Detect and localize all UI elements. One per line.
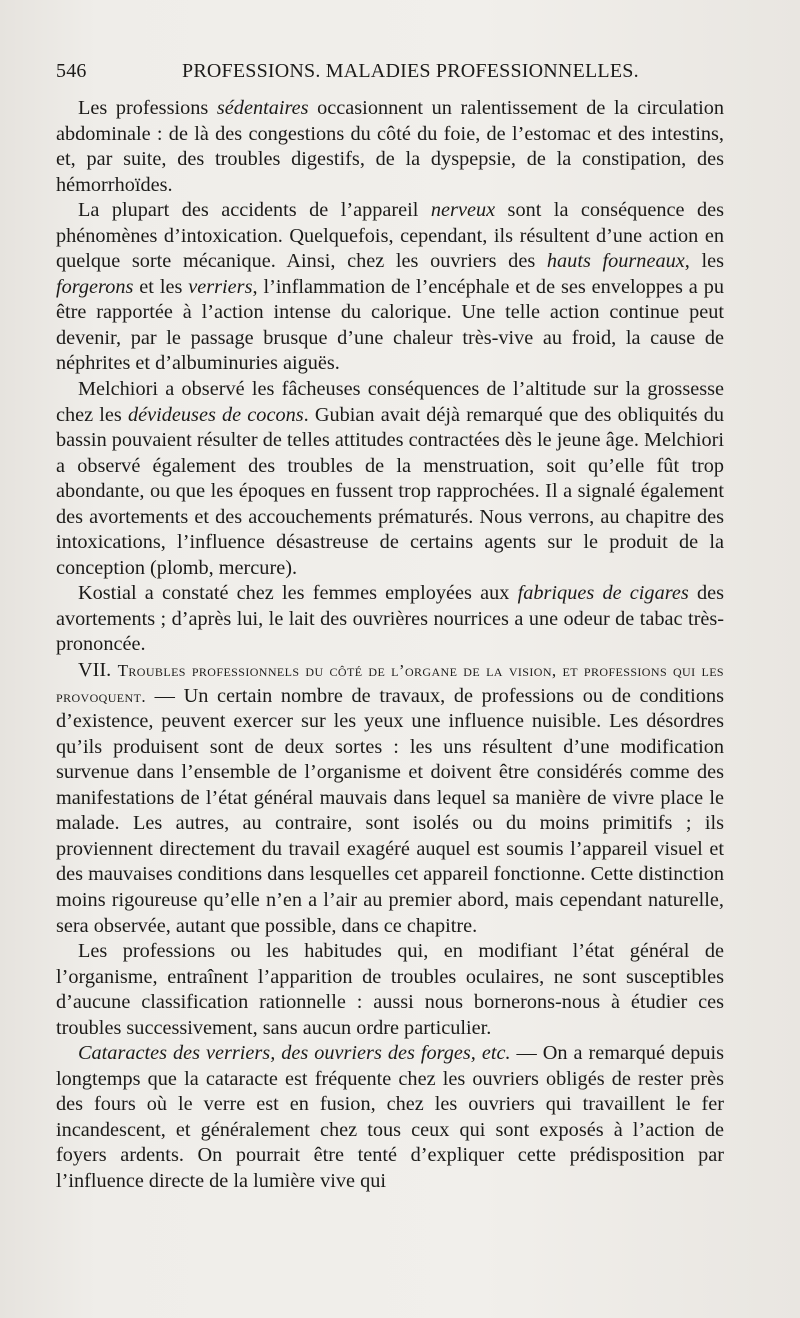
paragraph-classification: [56, 939, 724, 1041]
section-vii: [56, 658, 724, 939]
paragraph-cataracts: [56, 1041, 724, 1194]
paragraph-sedentary: [56, 96, 724, 198]
paragraph-kostial: [56, 581, 724, 658]
text-run: Les professions ou les habitudes qui, en modifiant l’état général de l’organisme, entraînent l’apparition de troubles oculaires, ne sont susceptibles d’aucune classification rationnelle : aussi nous bornerons-nous à étudier ces troubles successivement, sans aucun ordre particulier.: [56, 940, 724, 1039]
text-run: Melchiori a observé les fâcheuses conséquences de l’altitude sur la grossesse chez les: [56, 378, 724, 426]
running-title: PROFESSIONS. MALADIES PROFESSIONNELLES.: [182, 60, 639, 82]
italic-term: verriers: [188, 275, 253, 298]
text-run: — Un certain nombre de travaux, de professions ou de conditions d’existence, peuvent exercer sur les yeux une influence nuisible. Les désordres qu’ils produisent sont de deux sortes : les uns résultent d’une modification survenue dans l’ensemble de l’organisme et doivent être considérés comme des manifestations de l’état général mauvais dans lequel sa manière de vivre place le malade. Les autres, au contraire, sont isolés ou du moins primitifs ; ils proviennent directement du travail exagéré auquel est soumis l’appareil visuel et des mauvaises conditions dans lesquelles cet appareil fonctionne. Cette distinction moins rigoureuse qu’elle n’en a l’air au premier abord, mais cependant naturelle, sera observée, autant que possible, dans ce chapitre.: [56, 684, 724, 937]
text-run: , les: [684, 250, 724, 273]
text-run: , l’inflammation de l’encéphale et de ses enveloppes a pu être rapportée à l’action intense du calorique. Une telle action continue peut devenir, par le passage brusque d’une chaleur très-vive au froid, la cause de néphrites et d’albuminuries aiguës.: [56, 275, 724, 375]
text-run: occasionnent un ralentissement de la circulation abdominale : de là des congestions du côté du foie, de l’estomac et des intestins, et, par suite, des troubles digestifs, de la dyspepsie, de la constipation, des hémorrhoïdes.: [56, 97, 725, 196]
italic-term: dévideuses de cocons: [128, 403, 304, 426]
paragraph-nervous: [56, 198, 724, 377]
text-run: Les professions: [78, 97, 217, 119]
page-number: 546: [56, 60, 87, 82]
paragraph-melchiori: [56, 377, 724, 581]
text-run: . Gubian avait déjà remarqué que des obliquités du bassin pouvaient résulter de telles attitudes contractées dès le jeune âge. Melchiori a observé également des troubles de la menstruation, soit qu’elle fût trop abondante, ou que les époques en fussent trop rapprochées. Il a signalé également des avortements et des accouchements prématurés. Nous verrons, au chapitre des intoxications, l’influence désastreuse de certains agents sur le produit de la conception (plomb, mercure).: [56, 403, 724, 579]
italic-term: nerveux: [430, 199, 496, 222]
italic-term: sédentaires: [216, 97, 309, 119]
body-text: [56, 96, 724, 1195]
page-header: [56, 60, 724, 90]
text-run: sont la conséquence des phénomènes d’intoxication. Quelquefois, cependant, ils résultent d’une action en quelque sorte mécanique. Ainsi, chez les ouvriers des: [56, 199, 724, 273]
section-heading: Troubles professionnels du côté de l’organe de la vision, et professions qui les provoquent.: [56, 661, 724, 706]
italic-subheading: Cataractes des verriers, des ouvriers des forges, etc.: [78, 1042, 511, 1065]
text-run: — On a remarqué depuis longtemps que la cataracte est fréquente chez les ouvriers obligés de rester près des fours où le verre est en fusion, chez les ouvriers qui travaillent le fer incandescent, et généralement chez tous ceux qui sont exposés à l’action de foyers ardents. On pourrait être tenté d’expliquer cette prédisposition par l’influence directe de la lumière vive qui: [56, 1042, 724, 1192]
italic-term: forgerons: [56, 275, 134, 298]
italic-term: hauts fourneaux: [546, 250, 685, 273]
text-run: Kostial a constaté chez les femmes employées aux: [78, 582, 518, 605]
section-number: VII.: [78, 659, 118, 682]
italic-term: fabriques de cigares: [517, 582, 689, 605]
text-run: et les: [133, 275, 189, 298]
text-run: des avortements ; d’après lui, le lait des ouvrières nourrices a une odeur de tabac très-prononcée.: [56, 582, 724, 656]
text-run: La plupart des accidents de l’appareil: [78, 199, 431, 222]
